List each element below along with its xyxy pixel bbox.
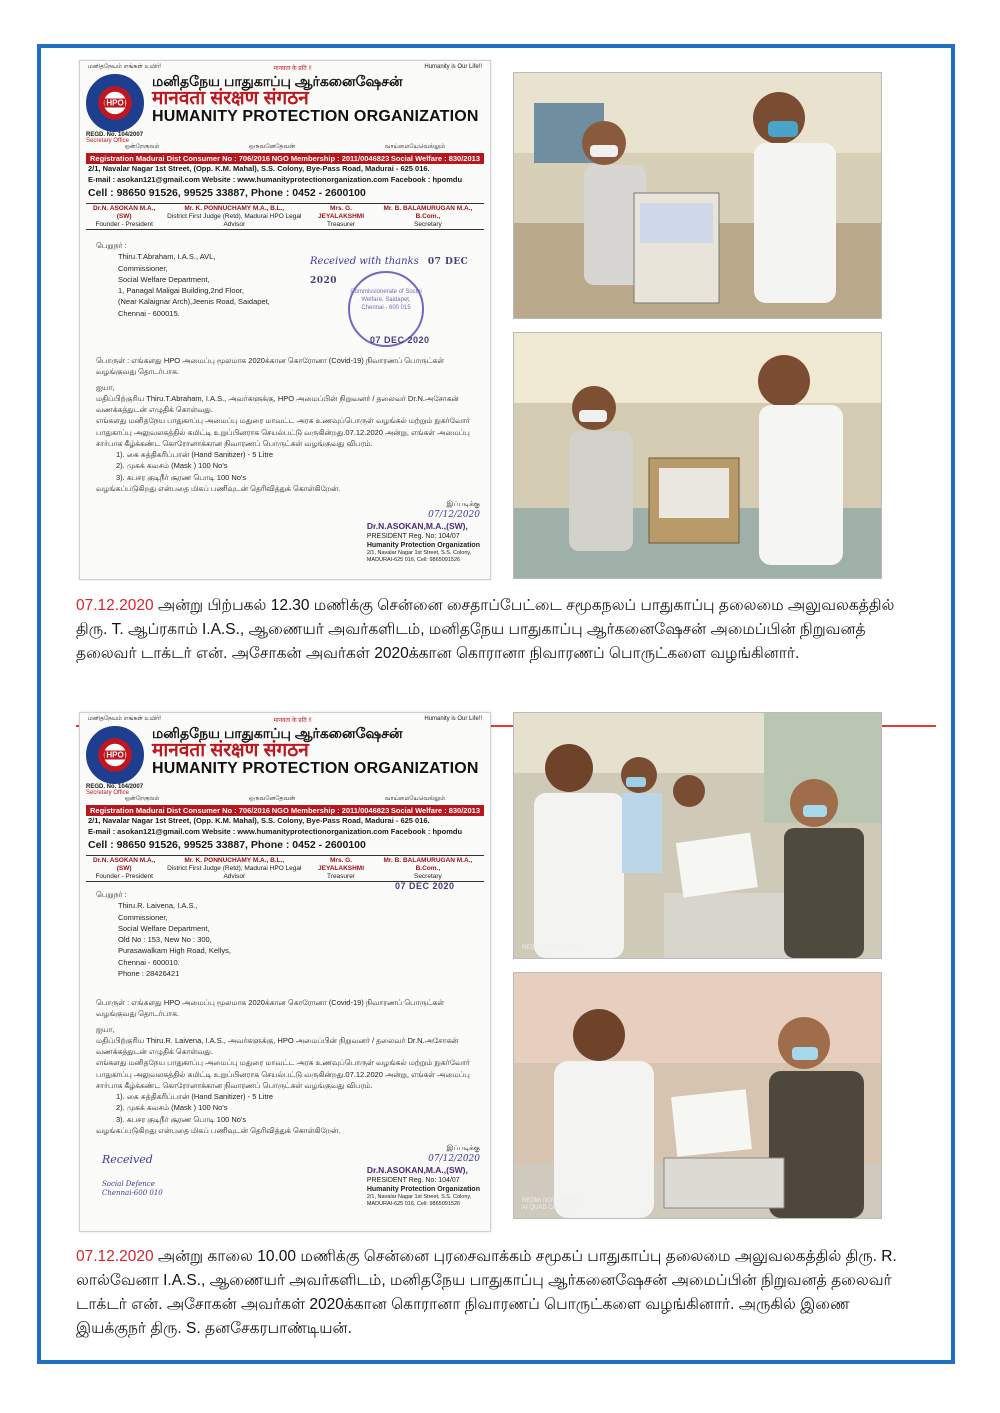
social-welfare-seal: Commissionerate of Social Welfare, Saidapet, Chennai - 600 015 xyxy=(348,271,424,347)
letter-1-body: பொருள் : எங்களது HPO அமைப்பு மூலமாக 2020க்கான கொரோனா (Covid-19) நிவாரணப் பொருட்கள் வழங்குவது தொடர்பாக. ஐயா, மதிப்பிற்குரிய Thiru.T.Abraham, I.A.S., அவர்களுக்கு, HPO அமைப்பின் நிறுவனர் / தலைவர் Dr.N.அசோகன் வணக்கத்துடன் எழுதிக் கொள்வது. எங்களது மனிதநேய பாதுகாப்பு அமைப்பு மதுரை மாவட்ட அரசு உணவுப்பொருள் வழங்கல் மற்றும் நுகர்வோர் பாதுகாப்பு அலுவலகத்தில் கமிட்டி உறுப்பினராக செயல்பட்டு வருகின்றது.07.12.2020 அன்று, எங்கள் அமைப்பு சார்பாக கீழ்க்கண்ட கொரோனாக்கான நிவாரணப் பொருட்கள் வழங்குவது விபரம். 1). கை சுத்திகரிப்பான் (Hand Sanitizer) - 5 Litre 2). முகக் கவசம் (Mask ) 100 No's 3). கபசர குடிநீர் சூரண பொடி 100 No's வழங்கப்படுகிறது என்பதை மிகப் பணிவுடன் தெரிவித்துக் கொள்கிறேன். xyxy=(96,356,470,493)
reg-number: REGD. No. 104/2007 Secretary Office xyxy=(86,132,144,144)
emblem-text: HPO xyxy=(106,750,124,760)
org-address: 2/1, Navalar Nagar 1st Street, (Opp. K.M. Mahal), S.S. Colony, Bye-Pass Road, Madurai - 625 016. xyxy=(88,816,430,825)
caption-2-date: 07.12.2020 xyxy=(76,1248,154,1265)
caption-2-text: அன்று காலை 10.00 மணிக்கு சென்னை புரசைவாக்கம் சமூகப் பாதுகாப்பு தலைமை அலுவலகத்தில் திரு. R. லால்வேனா I.A.S., ஆணையர் அவர்களிடம், மனிதநேய பாதுகாப்பு ஆர்கனைஷேசன் அமைப்பின் நிறுவனத் தலைவர் டாக்டர் என். அசோகன் அவர்கள் 2020க்கான கொரானா நிவாரணப் பொருட்களை வழங்கினார். அருகில் இணை இயக்குநர் திரு. S. தனசேகரபாண்டியன். xyxy=(76,1248,897,1337)
letter-2-signature: இப்படிக்கு 07/12/2020 Dr.N.ASOKAN,M.A.,(SW), PRESIDENT Reg. No: 104/07 Humanity Protection Organization 2/1, Navalar Nagar 1st Street, S.S. Colony, MADURAI-625 016. Cell: 9865091526 xyxy=(366,1145,480,1208)
photo-handover-3 xyxy=(513,712,882,959)
org-name-english: HUMANITY PROTECTION ORGANIZATION xyxy=(152,107,479,125)
org-phone-line: Cell : 98650 91526, 99525 33887, Phone : 0452 - 2600100 xyxy=(88,838,366,851)
letter-1-signature: இப்படிக்கு 07/12/2020 Dr.N.ASOKAN,M.A.,(SW), PRESIDENT Reg. No: 104/07 Humanity Protection Organization 2/1, Navalar Nagar 1st Street, S.S. Colony, MADURAI-625 016. Cell: 9865091526 xyxy=(366,501,480,564)
org-name-hindi: मानवता संरक्षण संगठन xyxy=(152,739,309,761)
photo-handover-4 xyxy=(513,972,882,1219)
photo-handover-4-illustration xyxy=(514,973,881,1218)
letterhead-top xyxy=(80,61,490,72)
letter-1 xyxy=(79,60,491,580)
caption-2 xyxy=(76,1245,914,1341)
photo-3-watermark: REDMI NOTE 9 PRO xyxy=(522,944,580,951)
received-note: Received with thanks 07 DEC 2020 xyxy=(310,256,469,286)
hpo-emblem-icon xyxy=(86,726,144,784)
photo-handover-1-illustration xyxy=(514,73,881,318)
photo-4-watermark: REDMI NOTE 9 PRO AI QUAD CAMERA xyxy=(522,1197,580,1211)
org-name-tamil: மனிதநேய பாதுகாப்பு ஆர்கனைஷேசன் xyxy=(152,725,403,741)
top-right-motto: Humanity is Our Life!! xyxy=(424,64,482,70)
registration-bar: Registration Madurai Dist Consumer No : 706/2016 NGO Membership : 2011/0046823 Social Welfare : 830/2013 xyxy=(86,153,484,164)
caption-1-date: 07.12.2020 xyxy=(76,597,154,614)
photo-handover-2-illustration xyxy=(514,333,881,578)
org-email-line: E-mail : asokan121@gmail.com Website : www.humanityprotectionorganization.com Facebook : hpomdu xyxy=(88,174,463,184)
letter-2 xyxy=(79,712,491,1232)
org-name-tamil: மனிதநேய பாதுகாப்பு ஆர்கனைஷேசன் xyxy=(152,73,403,89)
top-left-motto: மனிதநேயம் எங்கள் உயிர்! xyxy=(88,64,161,70)
org-address: 2/1, Navalar Nagar 1st Street, (Opp. K.M. Mahal), S.S. Colony, Bye-Pass Road, Madurai - 625 016. xyxy=(88,164,430,173)
caption-1 xyxy=(76,594,914,666)
letterhead-header xyxy=(80,72,490,132)
org-name-english: HUMANITY PROTECTION ORGANIZATION xyxy=(152,759,479,777)
photo-handover-2 xyxy=(513,332,882,579)
hpo-emblem-icon xyxy=(86,74,144,132)
mottos: ஒன்றேகுலம் ஒருவனேதேவன் வாய்மையேவெல்லும் xyxy=(124,144,446,150)
letter-2-body: பொருள் : எங்களது HPO அமைப்பு மூலமாக 2020க்கான கொரோனா (Covid-19) நிவாரணப் பொருட்கள் வழங்குவது தொடர்பாக. ஐயா, மதிப்பிற்குரிய Thiru.R. Laivena, I.A.S., அவர்களுக்கு, HPO அமைப்பின் நிறுவனர் / தலைவர் Dr.N.அசோகன் வணக்கத்துடன் எழுதிக் கொள்வது. எங்களது மனிதநேய பாதுகாப்பு அமைப்பு மதுரை மாவட்ட அரசு உணவுப்பொருள் வழங்கல் மற்றும் நுகர்வோர் பாதுகாப்பு அலுவலகத்தில் கமிட்டி உறுப்பினராக செயல்பட்டு வருகின்றது.07.12.2020 அன்று, எங்கள் அமைப்பு சார்பாக கீழ்க்கண்ட கொரோனாக்கான நிவாரணப் பொருட்கள் வழங்குவது விபரம். 1). கை சுத்திகரிப்பான் (Hand Sanitizer) - 5 Litre 2). முகக் கவசம் (Mask ) 100 No's 3). கபசர குடிநீர் சூரண பொடி 100 No's வழங்கப்படுகிறது என்பதை மிகப் பணிவுடன் தெரிவித்துக் கொள்கிறேன். xyxy=(96,998,470,1135)
photo-handover-3-illustration xyxy=(514,713,881,958)
letterhead-top: மனிதநேயம் எங்கள் உயிர்! मानवता के प्रति !! Humanity is Our Life!! xyxy=(88,716,482,724)
letter-2-date-stamp: 07 DEC 2020 xyxy=(395,881,455,891)
org-email-line: E-mail : asokan121@gmail.com Website : www.humanityprotectionorganization.com Facebook : hpomdu xyxy=(88,826,463,836)
photo-handover-1 xyxy=(513,72,882,319)
staff-row: Dr.N. ASOKAN M.A.,(SW) Founder - President Mr. K. PONNUCHAMY M.A., B.L., District First Judge (Retd), Madurai HPO Legal Advisor Mrs. G. JEYALAKSHMI Treasurer Mr. B. BALAMURUGAN M.A., B.Com., Secretary xyxy=(86,203,484,230)
caption-1-text: அன்று பிற்பகல் 12.30 மணிக்கு சென்னை சைதாப்பேட்டை சமூகநலப் பாதுகாப்பு தலைமை அலுவலகத்தில் திரு. T. ஆப்ரகாம் I.A.S., ஆணையர் அவர்களிடம், மனிதநேய பாதுகாப்பு ஆர்கனைஷேசன் அமைப்பின் நிறுவனத் தலைவர் டாக்டர் என். அசோகன் அவர்கள் 2020க்கான கொரானா நிவாரணப் பொருட்களை வழங்கினார். xyxy=(76,597,895,662)
org-name-hindi: मानवता संरक्षण संगठन xyxy=(152,87,309,109)
letter-1-date-stamp: 07 DEC 2020 xyxy=(370,335,430,345)
registration-bar: Registration Madurai Dist Consumer No : 706/2016 NGO Membership : 2011/0046823 Social Welfare : 830/2013 xyxy=(86,805,484,816)
org-phone-line: Cell : 98650 91526, 99525 33887, Phone : 0452 - 2600100 xyxy=(88,186,366,199)
received-mark: Received Social Defence Chennai-600 010 xyxy=(102,1153,163,1197)
letterhead-header xyxy=(80,724,490,784)
letter-2-address: பெறுநர் : Thiru.R. Laivena, I.A.S., Commissioner, Social Welfare Department, Old No : 153, New No : 300, Purasawalkam High Road, Kellys, Chennai - 600010. Phone : 28426421 xyxy=(96,890,231,978)
mottos: ஒன்றேகுலம் ஒருவனேதேவன் வாய்மையேவெல்லும் xyxy=(124,796,446,802)
staff-row: Dr.N. ASOKAN M.A.,(SW) Founder - President Mr. K. PONNUCHAMY M.A., B.L., District First Judge (Retd), Madurai HPO Legal Advisor Mrs. G. JEYALAKSHMI Treasurer Mr. B. BALAMURUGAN M.A., B.Com., Secretary xyxy=(86,855,484,882)
letter-1-address: பெறுநர் : Thiru.T.Abraham, I.A.S., AVL, Commissioner, Social Welfare Department, 1, Panagal Maligai Building,2nd Floor, (Near Kalaignar Arch),Jeenis Road, Saidapet, Chennai - 600015. xyxy=(96,241,270,318)
reg-number: REGD. No. 104/2007 Secretary Office xyxy=(86,784,144,796)
top-center-motto: मानवता के प्रति !! xyxy=(273,66,312,72)
emblem-text: HPO xyxy=(106,98,124,108)
